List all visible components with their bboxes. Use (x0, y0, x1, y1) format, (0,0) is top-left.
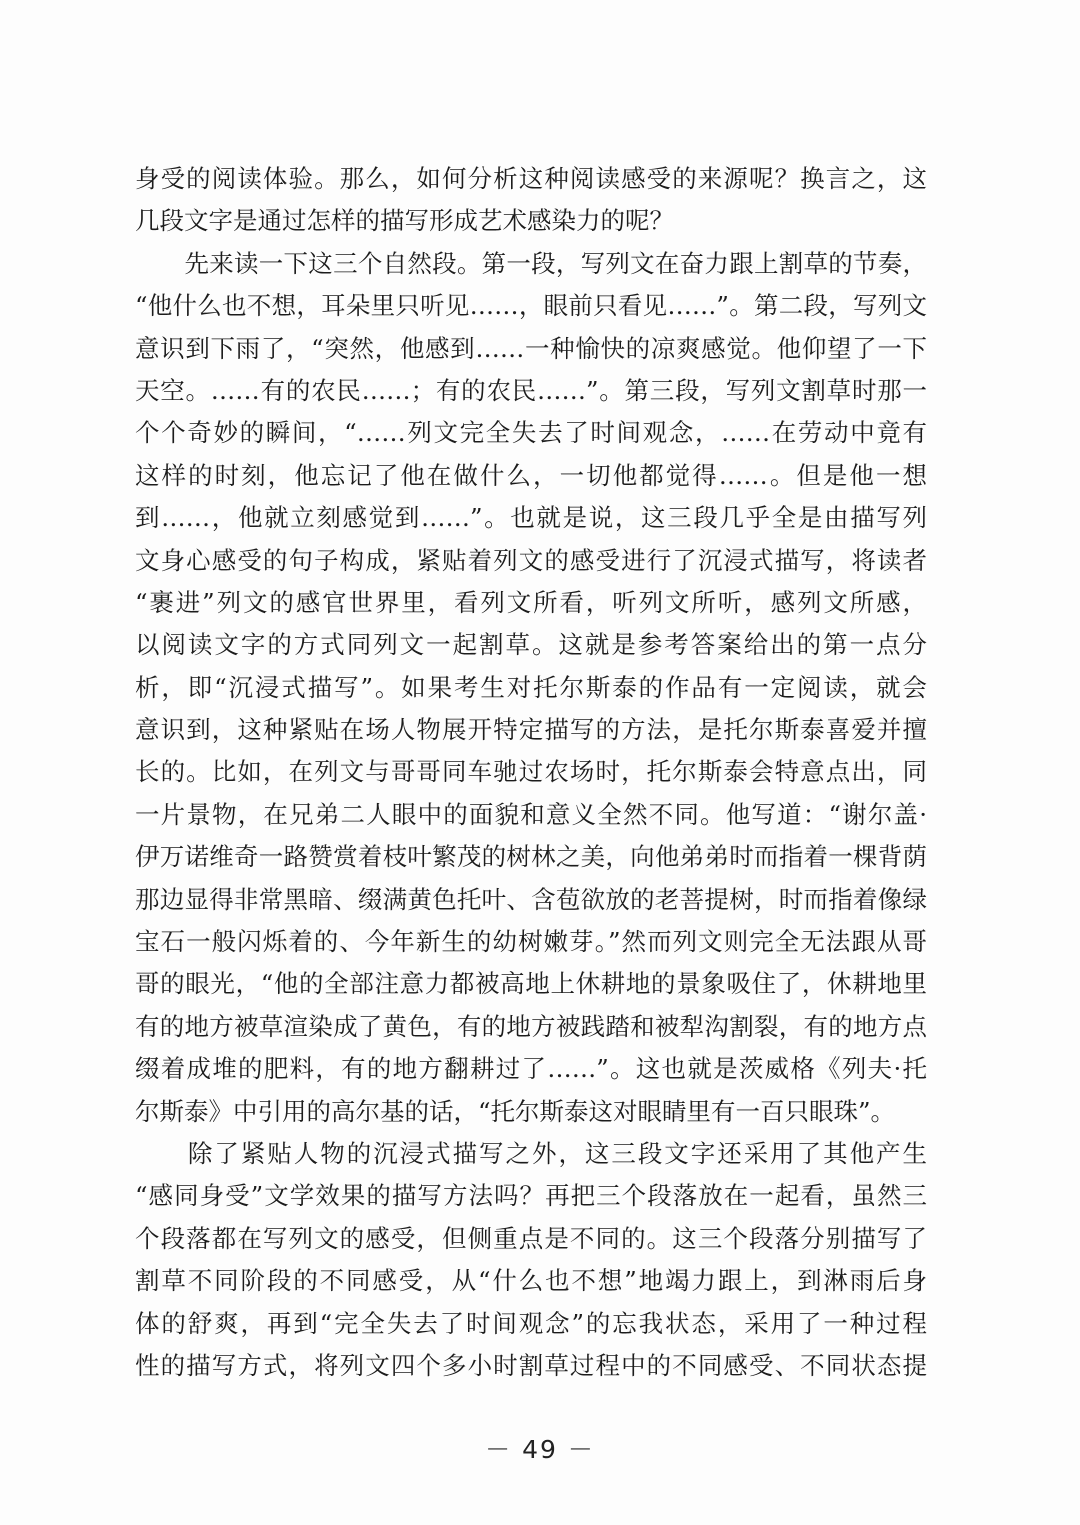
text-line: 意识到下雨了，“突然，他感到……一种愉快的凉爽感觉。他仰望了一下 (135, 333, 927, 363)
text-line: 缀着成堆的肥料，有的地方翻耕过了……”。这也就是茨威格《列夫·托 (135, 1054, 927, 1084)
text-line: 文身心感受的句子构成，紧贴着列文的感受进行了沉浸式描写，将读者 (135, 545, 927, 575)
text-line: 割草不同阶段的不同感受，从“什么也不想”地竭力跟上，到淋雨后身 (135, 1266, 927, 1296)
text-line: 以阅读文字的方式同列文一起割草。这就是参考答案给出的第一点分 (135, 630, 927, 660)
text-line: 长的。比如，在列文与哥哥同车驰过农场时，托尔斯泰会特意点出，同 (135, 757, 927, 787)
text-line: 个段落都在写列文的感受，但侧重点是不同的。这三个段落分别描写了 (135, 1223, 927, 1253)
text-line: “感同身受”文学效果的描写方法吗？再把三个段落放在一起看，虽然三 (135, 1181, 927, 1211)
paragraph (135, 243, 927, 1133)
text-line: 这样的时刻，他忘记了他在做什么，一切他都觉得……。但是他一想 (135, 460, 927, 490)
text-line: 除了紧贴人物的沉浸式描写之外，这三段文字还采用了其他产生 (135, 1138, 927, 1168)
page-number: － 49 － (485, 1435, 595, 1464)
text-line: 那边显得非常黑暗、缀满黄色托叶、含苞欲放的老菩提树，时而指着像绿 (135, 884, 927, 914)
text-line: 哥的眼光，“他的全部注意力都被高地上休耕地的景象吸住了，休耕地里 (135, 969, 927, 999)
text-line: 个个奇妙的瞬间，“……列文完全失去了时间观念，……在劳动中竟有 (135, 418, 927, 448)
text-line: 性的描写方式，将列文四个多小时割草过程中的不同感受、不同状态提 (135, 1350, 927, 1380)
text-line: 天空。……有的农民……；有的农民……”。第三段，写列文割草时那一 (135, 375, 927, 405)
text-line: “他什么也不想，耳朵里只听见……，眼前只看见……”。第二段，写列文 (135, 291, 927, 321)
text-line: “裹进”列文的感官世界里，看列文所看，听列文所听，感列文所感， (135, 587, 927, 617)
text-line: 几段文字是通过怎样的描写形成艺术感染力的呢？ (135, 206, 674, 236)
text-line: 体的舒爽，再到“完全失去了时间观念”的忘我状态，采用了一种过程 (135, 1308, 927, 1338)
text-line: 有的地方被草渲染成了黄色，有的地方被践踏和被犁沟割裂，有的地方点 (135, 1011, 927, 1041)
text-line: 尔斯泰》中引用的高尔基的话，“托尔斯泰这对眼睛里有一百只眼珠”。 (135, 1096, 896, 1126)
paragraph (135, 1133, 927, 1387)
text-line: 宝石一般闪烁着的、今年新生的幼树嫩芽。”然而列文则完全无法跟从哥 (135, 927, 927, 957)
text-line: 意识到，这种紧贴在场人物展开特定描写的方法，是托尔斯泰喜爱并擅 (135, 715, 927, 745)
text-line: 到……，他就立刻感觉到……”。也就是说，这三段几乎全是由描写列 (135, 503, 927, 533)
text-line: 析，即“沉浸式描写”。如果考生对托尔斯泰的作品有一定阅读，就会 (135, 672, 927, 702)
paragraph (135, 158, 927, 243)
text-line: 一片景物，在兄弟二人眼中的面貌和意义全然不同。他写道：“谢尔盖· (135, 799, 927, 829)
text-line: 身受的阅读体验。那么，如何分析这种阅读感受的来源呢？换言之，这 (135, 164, 927, 193)
text-line: 先来读一下这三个自然段。第一段，写列文在奋力跟上割草的节奏， (135, 248, 927, 278)
body-text (135, 158, 927, 1387)
text-line: 伊万诺维奇一路赞赏着枝叶繁茂的树林之美，向他弟弟时而指着一棵背荫 (135, 842, 927, 872)
